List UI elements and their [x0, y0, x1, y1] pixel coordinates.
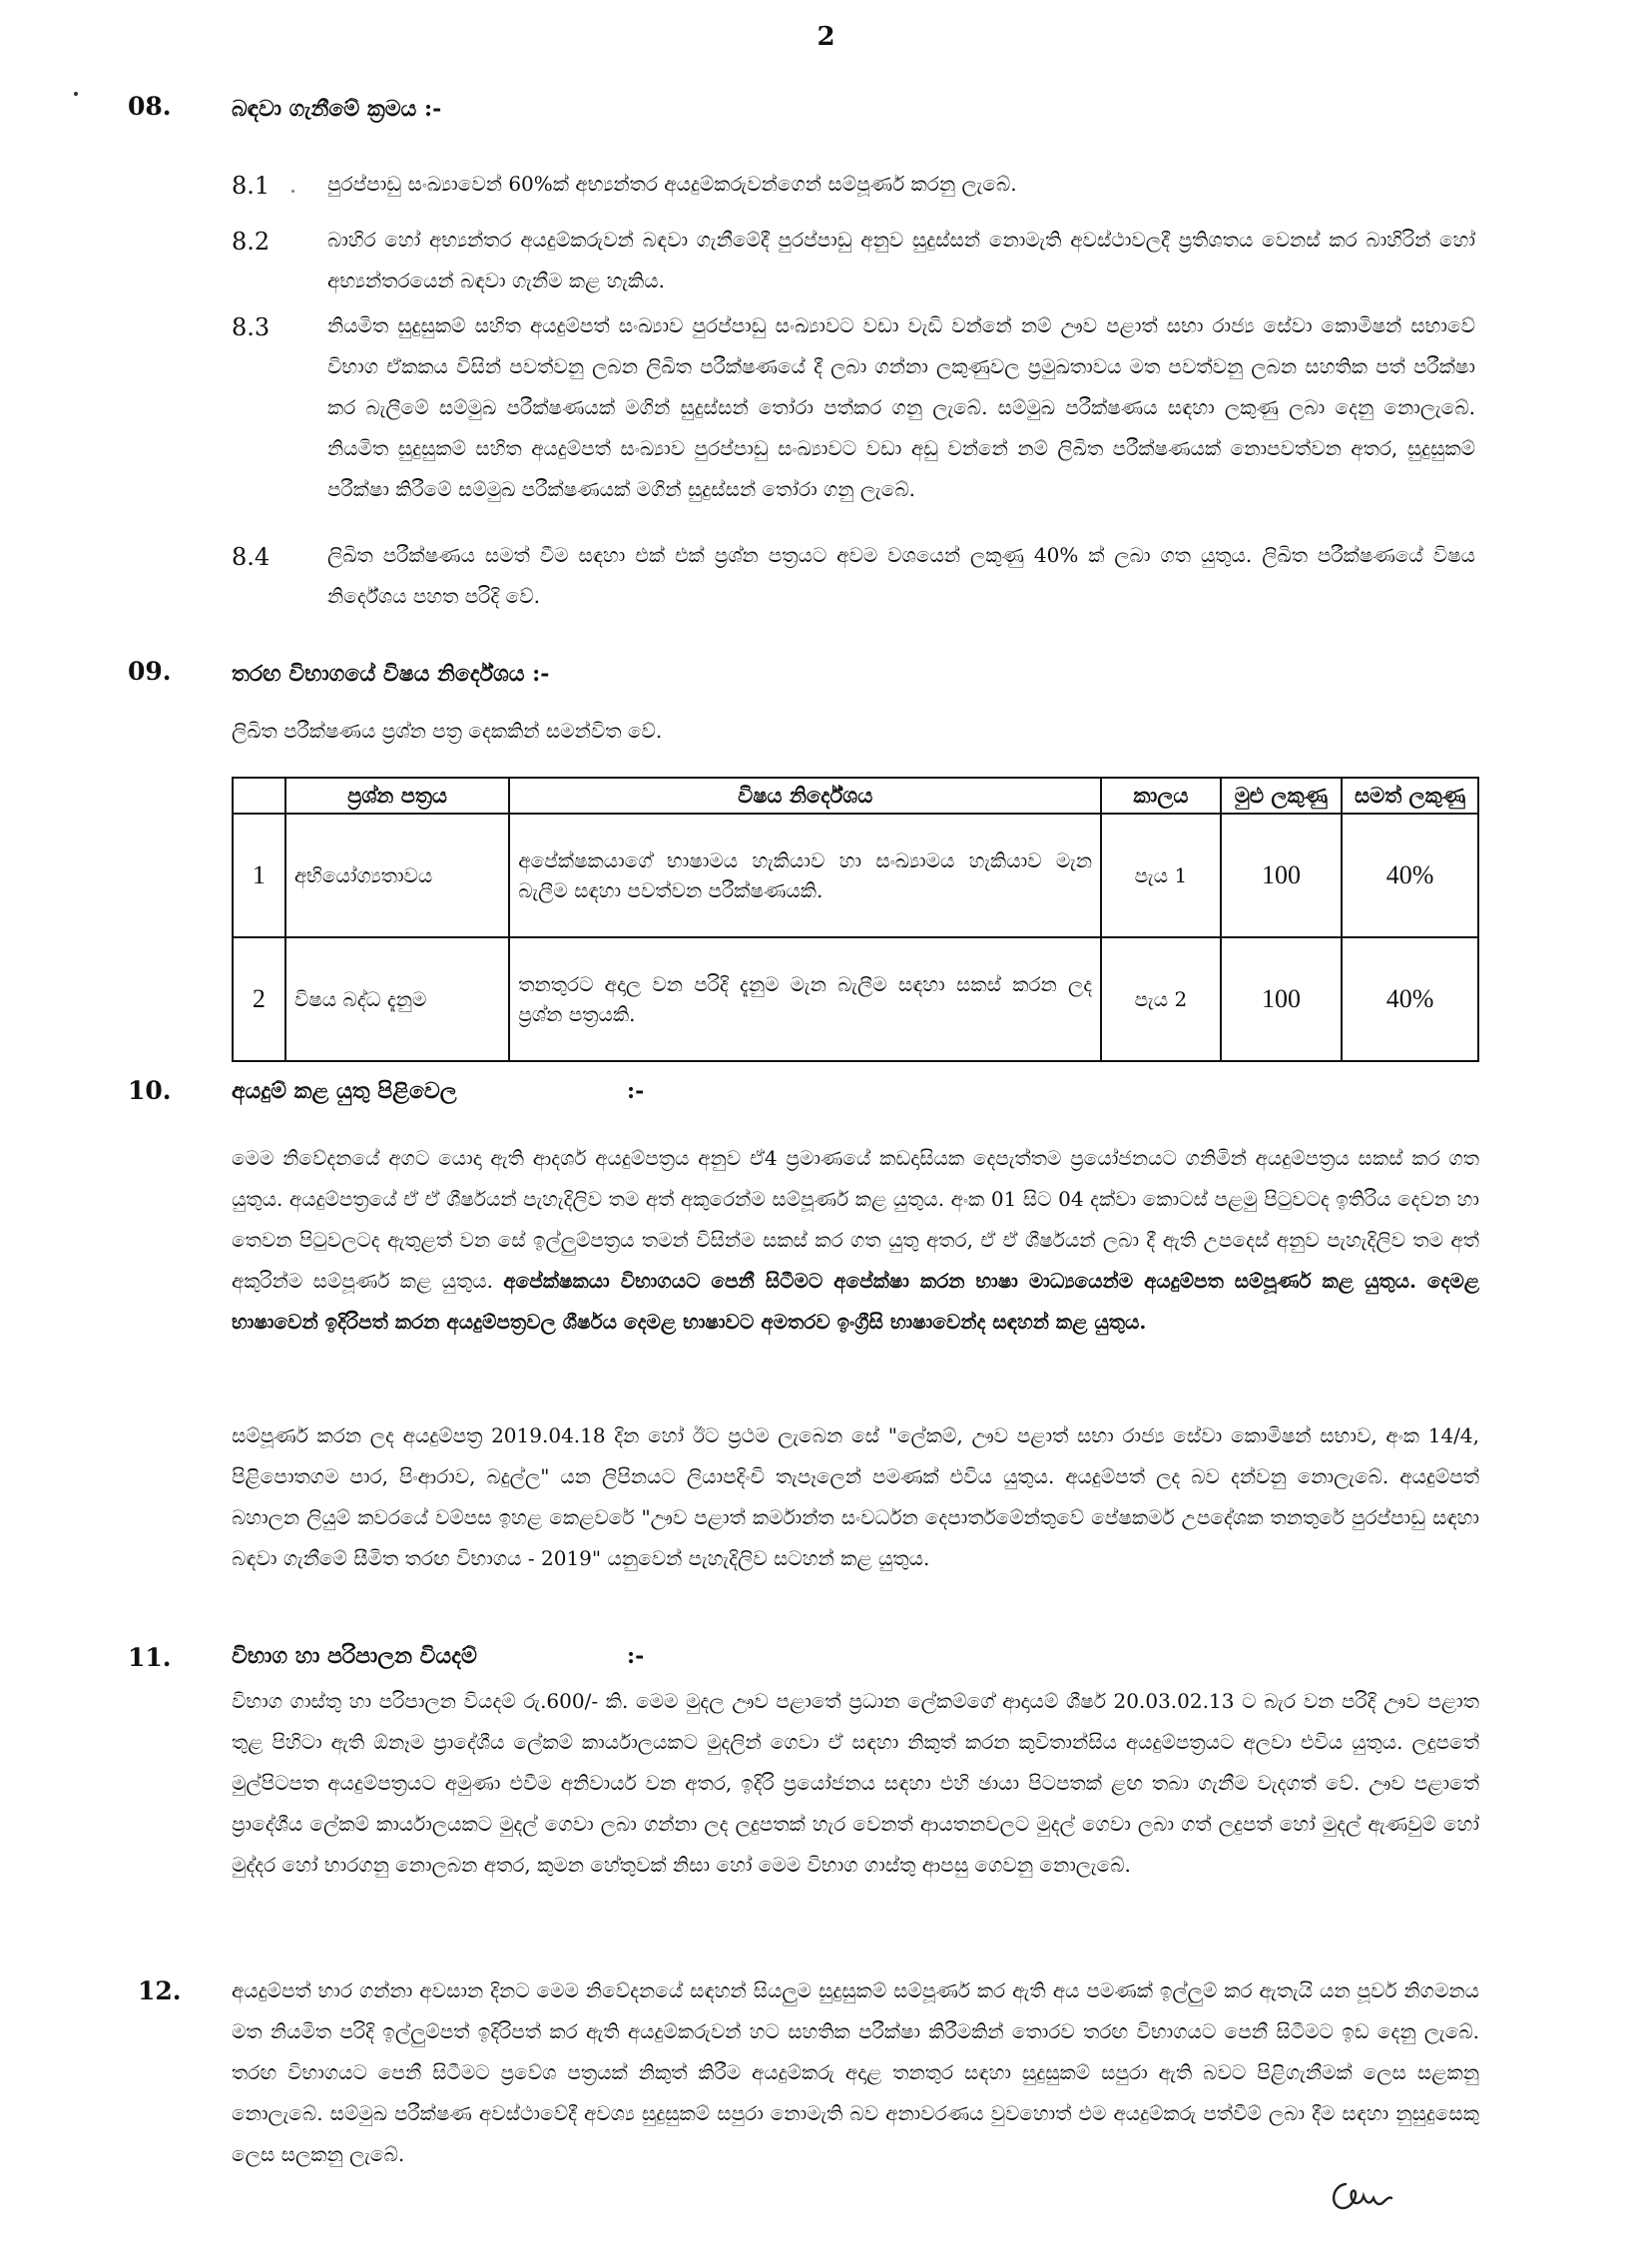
row-paper: අභියෝග්‍යතාවය: [285, 814, 509, 937]
page-number: 2: [817, 22, 835, 52]
item-8-3-number: 8.3: [232, 313, 271, 341]
table-header-row: [233, 778, 1478, 814]
row-paper: විෂය බද්ධ දැනුම: [285, 937, 509, 1061]
header-pass-marks: සමත් ලකුණු: [1342, 778, 1478, 814]
section-12-text: අයදුම්පත් භාර ගන්නා අවසාන දිනට මෙම නිවේදනයේ සඳහන් සියලුම සුදුසුකම් සම්පූර්ණ කර ඇති අය පමණක් ඉල්ලුම් කර ඇතැයි යන පූර්ව නිගමනය මත නියමිත පරිදි ඉල්ලුම්පත් ඉදිරිපත් කර ඇති අයදුම්කරුවන් හට සහතික පරීක්ෂා කිරීමකින් තොරව තරඟ විභාගයට පෙනී සිටීමට ඉඩ දෙනු ලැබේ. තරඟ විභාගයට පෙනී සිටීමට ප්‍රවේශ පත්‍රයක් නිකුත් කිරීම අයදුම්කරු අදාළ තනතුර සඳහා සුදුසුකම් සපුරා ඇති බවට පිළිගැනීමක් ලෙස සළකනු නොලැබේ. සම්මුඛ පරීක්ෂණ අවස්ථාවේදී අවශ්‍ය සුදුසුකම් සපුරා නොමැති බව අනාවරණය වුවහොත් එම අයදුම්කරු පත්වීම් ලබා දීම සඳහා නුසුදුසෙකු ලෙස සලකනු ලැබේ.: [232, 1978, 1479, 2166]
item-8-1-number: 8.1: [232, 172, 271, 200]
header-number: [233, 778, 285, 814]
row-pass-marks: 40%: [1342, 937, 1478, 1061]
item-8-4-number: 8.4: [232, 543, 271, 571]
row-time: පැය 2: [1101, 937, 1221, 1061]
section-10-paragraph-2: සම්පූර්ණ කරන ලද අයදුම්පත්‍ර 2019.04.18 දින හෝ ඊට ප්‍රථම ලැබෙන සේ "ලේකම්, ඌව පළාත් සභා රාජ්‍ය සේවා කොමිෂන් සභාව, අංක 14/4, පිළිපොතගම පාර, පිංආරාව, බදුල්ල" යන ලිපිනයට ලියාපදිංචි තැපෑලෙන් පමණක් එවිය යුතුය. අයදුම්පත් ලද බව දන්වනු නොලැබේ. අයදුම්පත් බහාලන ලියුම් කවරයේ වම්පස ඉහළ කෙළවරේ "ඌව පළාත් කර්මාන්ත සංවර්ධන දෙපාර්තමේන්තුවේ පේෂකර්ම උපදේශක තනතුරේ පුරප්පාඩු සඳහා බඳවා ගැනීමේ සීමිත තරඟ විභාගය - 2019" යනුවෙන් පැහැදිලිව සටහන් කළ යුතුය.: [232, 1423, 1479, 1570]
item-8-1-text: පුරප්පාඩු සංඛ්‍යාවෙන් 60%ක් අභ්‍යන්තර අයදුම්කරුවන්ගෙන් සම්පූර්ණ කරනු ලැබේ.: [327, 172, 1017, 196]
section-12-number: 12.: [138, 1976, 182, 2005]
row-subject: අපේක්ෂකයාගේ භාෂාමය හැකියාව හා සංඛ්‍යාමය හැකියාව මැන බැලීම සඳහා පවත්වන පරීක්ෂණයකි.: [509, 814, 1101, 937]
handwritten-signature: [1326, 2176, 1395, 2220]
row-total-marks: 100: [1221, 937, 1343, 1061]
row-total-marks: 100: [1221, 814, 1343, 937]
section-09-title: තරඟ විභාගයේ විෂය නිර්දේශය :-: [232, 661, 550, 687]
row-number: 1: [233, 814, 285, 937]
table-row: [233, 937, 1478, 1061]
section-10-number: 10.: [128, 1076, 172, 1105]
item-8-3-text: නියමිත සුදුසුකම් සහිත අයදුම්පත් සංඛ්‍යාව පුරප්පාඩු සංඛ්‍යාවට වඩා වැඩි වන්නේ නම් ඌව පළාත් සභා රාජ්‍ය සේවා කොමිෂන් සභාවේ විභාග ඒකකය විසින් පවත්වනු ලබන ලිඛිත පරීක්ෂණයේ දී ලබා ගන්නා ලකුණුවල ප්‍රමුඛතාවය මත පවත්වනු ලබන සහතික පත් පරීක්ෂා කර බැලීමේ සම්මුඛ පරීක්ෂණයක් මගින් සුදුස්සන් තෝරා පත්කර ගනු ලැබේ. සම්මුඛ පරීක්ෂණය සඳහා ලකුණු ලබා දෙනු නොලැබේ. නියමිත සුදුසුකම් සහිත අයදුම්පත් සංඛ්‍යාව පුරප්පාඩු සංඛ්‍යාවට වඩා අඩු වන්නේ නම් ලිඛිත පරීක්ෂණයක් නොපවත්වන අතර, සුදුසුකම් පරීක්ෂා කිරීමේ සම්මුඛ පරීක්ෂණයක් මගින් සුදුස්සන් තෝරා ගනු ලැබේ.: [327, 313, 1475, 501]
section-09-intro: ලිඛිත පරීක්ෂණය ප්‍රශ්න පත්‍ර දෙකකින් සමන්විත වේ.: [232, 719, 663, 743]
section-09-number: 09.: [128, 657, 172, 686]
section-10-language-note: අපේක්ෂකයා විභාගයට පෙනී සිටීමට අපේක්ෂා කරන භාෂා මාධ්‍යයෙන්ම අයදුම්පත සම්පූර්ණ කළ යුතුය. දෙමළ භාෂාවෙන් ඉදිරිපත් කරන අයදුම්පත්‍රවල ශීර්ෂය දෙමළ භාෂාවට අමතරව ඉංග්‍රීසි භාෂාවෙන්ද සඳහන් කළ යුතුය.: [232, 1269, 1480, 1334]
header-paper: ප්‍රශ්න පත්‍රය: [285, 778, 509, 814]
header-subject: විෂය නිර්දේශය: [509, 778, 1101, 814]
row-pass-marks: 40%: [1342, 814, 1478, 937]
header-time: කාලය: [1101, 778, 1221, 814]
item-8-2-number: 8.2: [232, 228, 271, 256]
signature-stroke: [1334, 2184, 1391, 2208]
row-subject: තනතුරට අදාල වන පරිදි දැනුම මැන බැලීම සඳහා සකස් කරන ලද ප්‍රශ්න පත්‍රයකි.: [509, 937, 1101, 1061]
syllabus-table: [232, 777, 1479, 1062]
header-total-marks: මුළු ලකුණු: [1221, 778, 1343, 814]
item-8-2-text: බාහිර හෝ අභ්‍යන්තර අයදුම්කරුවන් බඳවා ගැනීමේදී පුරප්පාඩු අනුව සුදුස්සන් නොමැති අවස්ථාවලදී ප්‍රතිශතය වෙනස් කර බාහිරින් හෝ අභ්‍යන්තරයෙන් බඳවා ගැනීම කළ හැකිය.: [327, 228, 1475, 292]
section-08-number: 08.: [128, 92, 172, 121]
section-10-title-separator: :-: [627, 1078, 645, 1104]
section-10-title: අයදුම් කළ යුතු පිළිවෙල: [232, 1078, 457, 1104]
section-10-paragraph-1: [232, 1138, 1479, 1343]
scan-speck: [74, 92, 78, 96]
row-number: 2: [233, 937, 285, 1061]
table-row: [233, 814, 1478, 937]
item-8-4-text: ලිඛිත පරීක්ෂණය සමත් වීම සඳහා එක් එක් ප්‍රශ්න පත්‍රයට අවම වශයෙන් ලකුණු 40% ක් ලබා ගත යුතුය. ලිඛිත පරීක්ෂණයේ විෂය නිර්දේශය පහත පරිදි වේ.: [327, 543, 1475, 608]
row-time: පැය 1: [1101, 814, 1221, 937]
section-11-number: 11.: [128, 1643, 172, 1672]
section-11-title-separator: :-: [627, 1643, 645, 1669]
section-10-instructions: මෙම නිවේදනයේ අගට යොදා ඇති ආදර්ශ අයදුම්පත්‍රය අනුව ඒ4 ප්‍රමාණයේ කඩදාසියක දෙපැත්තම ප්‍රයෝජනයට ගනිමින් අයදුම්පත්‍රය සකස් කර ගත යුතුය. අයදුම්පත්‍රයේ ඒ ඒ ශීර්ෂයන් පැහැදිලිව තම අත් අකුරෙන්ම සම්පූර්ණ කළ යුතුය. අංක 01 සිට 04 දක්වා කොටස් පළමු පිටුවටද ඉතිරිය දෙවන හා තෙවන පිටුවලටද ඇතුළත් වන සේ ඉල්ලුම්පත්‍රය තමන් විසින්ම සකස් කර ගත යුතු අතර, ඒ ඒ ශීර්ෂයන් ලබා දී ඇති උපදෙස් අනුව පැහැදිලිව තම අත් අකුරින්ම සම්පූර්ණ කළ යුතුය.: [232, 1146, 1479, 1293]
section-08-title: බඳවා ගැනීමේ ක්‍රමය :-: [232, 96, 442, 122]
section-11-text: විභාග ගාස්තු හා පරිපාලන වියදම් රු.600/- කි. මෙම මුදල ඌව පළාතේ ප්‍රධාන ලේකම්ගේ ආදායම් ශීර්ෂ 20.03.02.13 ට බැර වන පරිදි ඌව පළාත තුළ පිහිටා ඇති ඕනෑම ප්‍රාදේශීය ලේකම් කාර්යාලයකට මුදලින් ගෙවා ඒ සඳහා නිකුත් කරන කුවිතාන්සිය අයදුම්පත්‍රයට අලවා එවිය යුතුය. ලදුපතේ මුල්පිටපත අයදුම්පත්‍රයට අමුණා එවීම අනිවාර්ය වන අතර, ඉදිරි ප්‍රයෝජනය සඳහා එහි ඡායා පිටපතක් ළඟ තබා ගැනීම වැදගත් වේ. ඌව පළාතේ ප්‍රාදේශීය ලේකම් කාර්යාලයකට මුදල් ගෙවා ලබා ගන්නා ලද ලදුපතක් හැර වෙනත් ආයතනවලට මුදල් ගෙවා ලබා ගත් ලදුපත් හෝ මුදල් ඇණවුම් හෝ මුද්දර හෝ භාරගනු නොලබන අතර, කුමන හේතුවක් නිසා හෝ මෙම විභාග ගාස්තු ආපසු ගෙවනු නොලැබේ.: [232, 1689, 1479, 1877]
section-11-title: විභාග හා පරිපාලන වියදම්: [232, 1643, 477, 1669]
scan-speck: [291, 190, 294, 193]
